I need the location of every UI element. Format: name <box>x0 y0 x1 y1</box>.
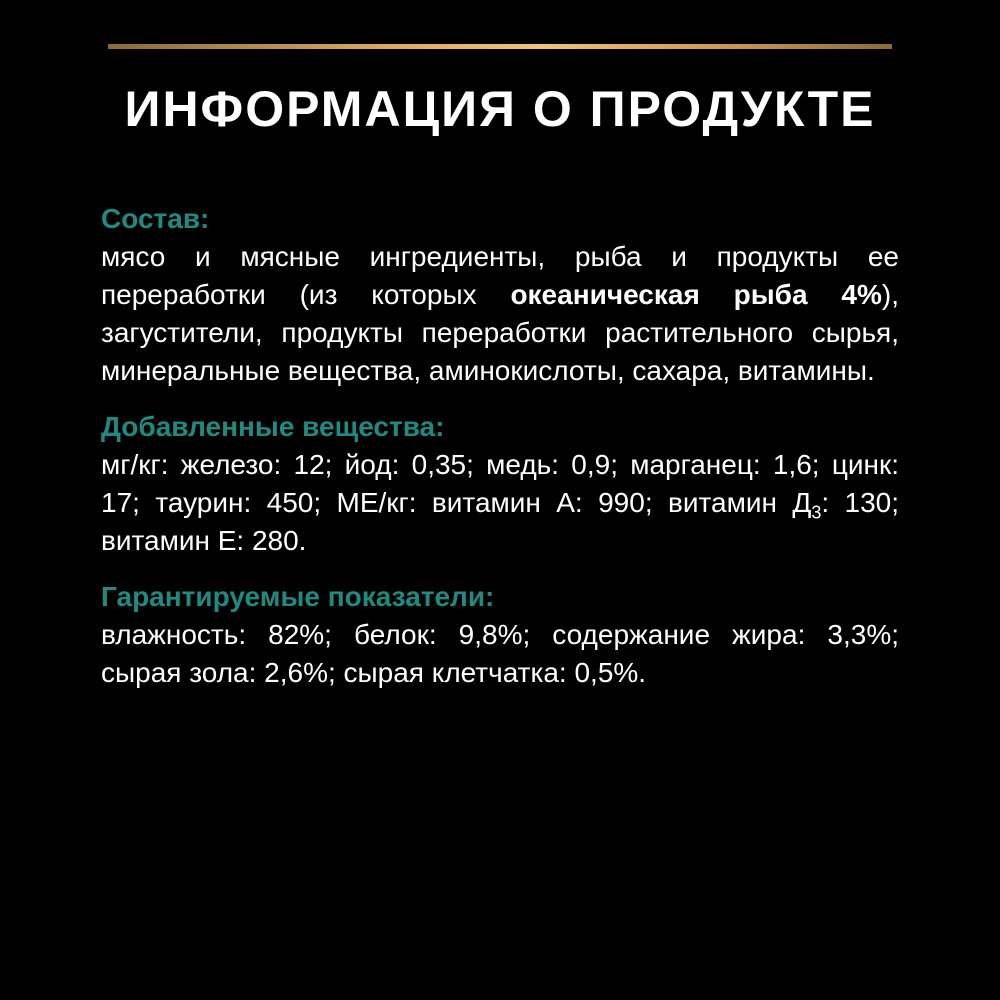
additives-text-end: : 130; витамин Е: 280. <box>101 487 899 556</box>
additives-heading: Добавленные вещества: <box>101 411 445 442</box>
guaranteed-text: влажность: 82%; белок: 9,8%; содержание жира: 3,3%; сырая зола: 2,6%; сырая клетчатка: 0,5%. <box>101 619 899 688</box>
vitamin-d-subscript: 3 <box>811 502 822 523</box>
additives-text <box>101 446 899 560</box>
top-gold-rule <box>108 44 892 49</box>
guaranteed-section <box>101 578 899 692</box>
guaranteed-heading: Гарантируемые показатели: <box>101 581 495 612</box>
composition-highlight: океаническая рыба 4% <box>510 279 882 310</box>
product-info-content <box>101 200 899 710</box>
additives-text-start: мг/кг: железо: 12; йод: 0,35; медь: 0,9; марганец: 1,6; цинк: 17; таурин: 450; МЕ/кг: витамин А: 990; витамин Д <box>101 449 899 518</box>
composition-text-end: ), загустители, продукты переработки растительного сырья, минеральные вещества, аминокислоты, сахара, витамины. <box>101 279 899 386</box>
composition-section <box>101 200 899 390</box>
page-title: ИНФОРМАЦИЯ О ПРОДУКТЕ <box>124 81 876 137</box>
composition-text-start: мясо и мясные ингредиенты, рыба и продукты ее переработки (из которых <box>101 241 899 310</box>
composition-heading: Состав: <box>101 203 210 234</box>
additives-section <box>101 408 899 560</box>
composition-text <box>101 238 899 390</box>
